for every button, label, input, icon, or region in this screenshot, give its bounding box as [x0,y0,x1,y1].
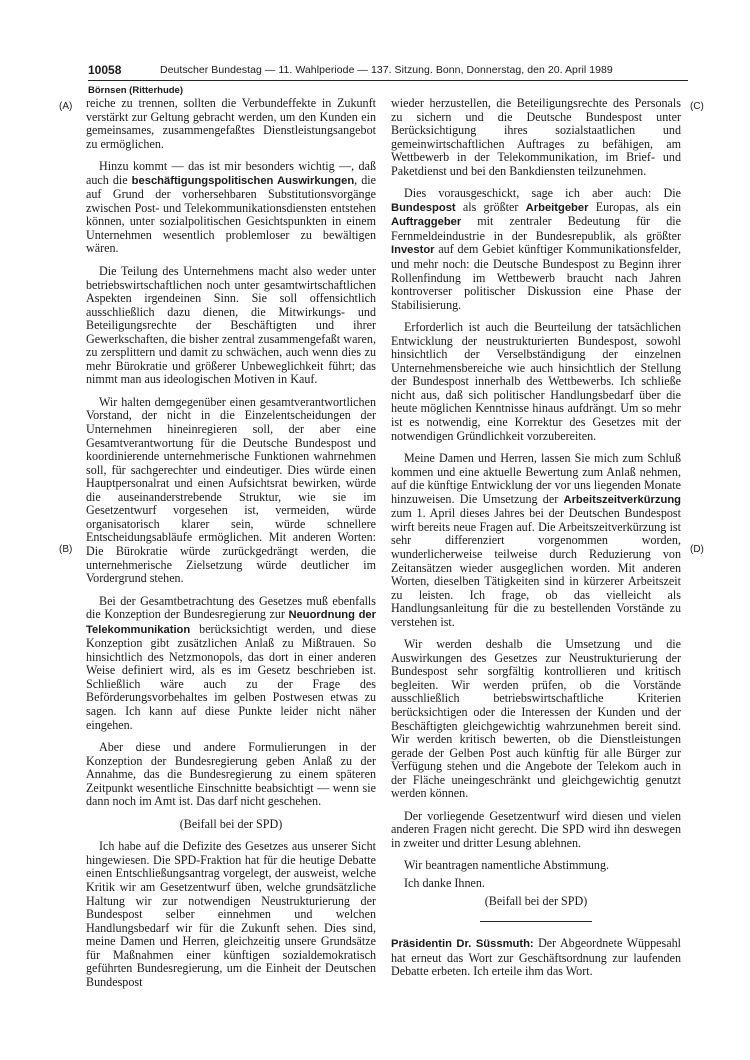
text-run: Dies vorausgeschickt, sage ich aber auch: Die [404,186,681,201]
text-run: Meine Damen und Herren, lassen Sie mich zum Schluß kommen und eine aktuelle Bewertung zum Anlaß nehmen, auf die künftige Entwicklung der vor uns liegenden Monate hinzuweisen. Die Umsetzung der [391,451,681,506]
paragraph: Ich danke Ihnen. [404,875,485,890]
paragraph: reiche zu trennen, sollten die Verbundeffekte in Zukunft verstärkt zur Geltung gebracht werden, um den Kunden ein gemeinsames, zusammengefaßtes Dienstleistungsangebot zu ermöglichen. [86,96,376,151]
bold-term: Arbeitgeber [525,201,589,214]
paragraph: Wir beantragen namentliche Abstimmung. [404,858,610,873]
right-column [391,97,681,988]
page-number: 10058 [88,63,122,77]
speaker-name: Präsidentin Dr. Süssmuth: [391,938,534,951]
margin-mark-b: (B) [59,544,73,555]
section-separator [480,921,592,922]
bold-term: Auftraggeber [391,216,462,229]
paragraph: Ich habe auf die Defizite des Gesetzes aus unserer Sicht hingewiesen. Die SPD-Fraktion hat für die heutige Debatte einen Entschließungsantrag vorgelegt, der ausweist, welche Kritik wir am Gesetzentwurf üben, welche grundsätzliche Haltung wir zur notwendigen Neustrukturierung der Bundespost selber einnehmen und welchen Handlungsbedarf wir für die Zukunft sehen. Dies sind, meine Damen und Herren, gleichzeitig unsere Grundsätze für Maßnahmen einer künftigen sozialdemokratisch geführten Bundesregierung, um die Einheit der Deutschen Bundespost [86,839,376,989]
speaker-heading: Börnsen (Ritterhude) [88,85,183,96]
left-column [86,97,376,998]
paragraph: Wir werden deshalb die Umsetzung und die Auswirkungen des Gesetzes zur Neustrukturierung der Bundespost sehr sorgfältig kontrollieren und kritisch begleiten. Wir werden prüfen, ob die Vorstände ausschließlich betriebswirtschaftliche Kriterien berücksichtigen oder die Interessen der Kunden und der Beschäftigten gleichgewichtig wahrzunehmen bereit sind. Wir werden kritisch bewerten, ob die Dienstleistungen gerade der Gelben Post auch künftig für alle Bürger zur Verfügung stehen und die Angebote der Telekom auch in der Fläche uneingeschränkt und gleichgewichtig genutzt werden können. [391,637,681,801]
text-run: Europas, als ein [588,199,681,214]
text-run: Bei der Gesamtbetrachtung des Gesetzes muß ebenfalls die Konzeption der Bundesregierung zur [86,593,376,622]
applause-note: (Beifall bei der SPD) [484,893,588,908]
text-run: mit zentraler Bedeutung für die Fernmeldeindustrie in der Bundesrepublik, als größter [391,214,681,243]
margin-mark-d: (D) [690,544,704,555]
paragraph [86,160,376,256]
margin-mark-c: (C) [690,101,704,112]
applause-note: (Beifall bei der SPD) [179,816,283,831]
text-run: auf dem Gebiet künftiger Kommunikationsfelder, und mehr noch: die Deutsche Bundespost zu Beginn ihrer Rollenfindung im Wettbewerb braucht nach Jahren kontroverser politischer Diskussion eine Phase der Stabilisierung. [391,242,681,312]
president-statement [391,937,681,979]
bold-term: Arbeitszeitverkürzung [563,493,681,506]
bold-term: Investor [391,244,435,257]
text-run: berücksichtigt werden, und diese Konzeption gibt zusätzlichen Anlaß zu Mißtrauen. So hinsichtlich des Netzmonopols, das dort in einer anderen Weise definiert wird, als es im Gesetz beschrieben ist. Schließlich wäre auch zu der Frage des Beförderungsvorbehaltes im gelben Postwesen etwas zu sagen. Ich kann auf diese Punkte leider nicht näher eingehen. [86,621,376,732]
paragraph: Aber diese und andere Formulierungen in der Konzeption der Bundesregierung geben Anlaß zu der Annahme, das die Bundesregierung zu einem späteren Zeitpunkt wesentliche Einschnitte beabsichtigt — wenn sie dann noch im Amt ist. Das darf nicht geschehen. [86,740,376,809]
paragraph: Die Teilung des Unternehmens macht also weder unter betriebswirtschaftlichen noch unter gesamtwirtschaftlichen Aspekten irgendeinen Sinn. Sie soll offensichtlich ausschließlich dazu dienen, die Mitwirkungs- und Beteiligungsrechte der Beschäftigten und ihrer Gewerkschaften, die bisher zentral zusammengefaßt waren, zu zersplittern und damit zu schwächen, auch wenn dies zu mehr Bürokratie und größerer Unbeweglichkeit führt; das nimmt man aus ideologischen Motiven in Kauf. [86,264,376,387]
running-header: Deutscher Bundestag — 11. Wahlperiode — 137. Sitzung. Bonn, Donnerstag, den 20. April 1989 [160,64,613,76]
header-rule [88,80,688,81]
bold-term: Neuordnung der Telekommunikation [86,609,376,636]
text-run: Der Abgeordnete Wüppesahl hat erneut das Wort zur Geschäftsordnung zur laufenden Debatte erbeten. Ich erteile ihm das Wort. [391,936,681,979]
text-run: , die auf Grund der vorhersehbaren Substitutionsvorgänge zwischen Post- und Telekommunikationsdiensten entstehen können, unter sozialpolitischen Gesichtspunkten in einem Unternehmen wesentlich problemloser zu bewältigen wären. [86,172,376,256]
paragraph [391,452,681,629]
paragraph: Wir halten demgegenüber einen gesamtverantwortlichen Vorstand, der nicht in die Einzelentscheidungen der Unternehmen hineinregieren soll, der aber eine Gesamtverantwortung für die Deutsche Bundespost und koordinierende unternehmerische Funktionen wahrnehmen soll, für sachgerechter und eindeutiger. Dies würde einen Hauptpersonalrat und einen Aufsichtsrat bewirken, würde die auseinanderstrebende Struktur, wie sie im Gesetzentwurf vorgesehen ist, vermeiden, würde organisatorisch klarer sein, würde schnellere Entscheidungsabläufe ermöglichen. Mit anderen Worten: Die Bürokratie würde zurückgedrängt werden, die unternehmerische Zielsetzung würde deutlicher im Vordergrund stehen. [86,394,376,586]
paragraph [86,595,376,732]
paragraph: Der vorliegende Gesetzentwurf wird diesen und vielen anderen Fragen nicht gerecht. Die SPD wird ihn deswegen in zweiter und dritter Lesung ablehnen. [391,808,681,850]
text-run: Hinzu kommt — das ist mir besonders wichtig —, daß auch die [86,159,376,187]
paragraph: Erforderlich ist auch die Beurteilung der tatsächlichen Entwicklung der neustrukturierten Bundespost, sowohl hinsichtlich der Verselbständigung der einzelnen Unternehmensbereiche wie auch hinsichtlich der Stellung der Bundespost innerhalb des Wettbewerbs. Ich schließe nicht aus, daß sich politischer Handlungsbedarf über die heute möglichen Kenntnisse hinaus aufdrängt. Um so mehr ist es notwendig, eine Korrektur des Gesetzes mit der notwendigen Gründlichkeit vorzubereiten. [391,320,681,443]
bold-term: beschäftigungspolitischen Auswirkungen [131,174,355,187]
paragraph [391,187,681,312]
margin-mark-a: (A) [59,101,73,112]
bold-term: Bundespost [391,201,456,214]
text-run: als größter [455,199,526,214]
paragraph: wieder herzustellen, die Beteiligungsrechte des Personals zu sichern und die Deutsche Bundespost unter Berücksichtigung ihres sozialstaatlichen und gemeinwirtschaftlichen Auftrages zu befähigen, am Wettbewerb in der Telekommunikation, im Brief- und Paketdienst und bei den Bankdiensten teilzunehmen. [391,96,681,178]
text-run: zum 1. April dieses Jahres bei der Deutschen Bundespost wirft bereits neue Fragen auf. Die Arbeitszeitverkürzung ist sehr differenziert vorgenommen worden, wunderlicherweise teilweise durch Reduzierung von Zeitansätzen wieder ausgeglichen worden. Mit anderen Worten, dieselben Tätigkeiten sind in kürzerer Arbeitszeit zu leisten. Ich frage, ob das vielleicht als Handlungsanleitung für die zu bestellenden Vorstände zu verstehen ist. [391,506,681,629]
